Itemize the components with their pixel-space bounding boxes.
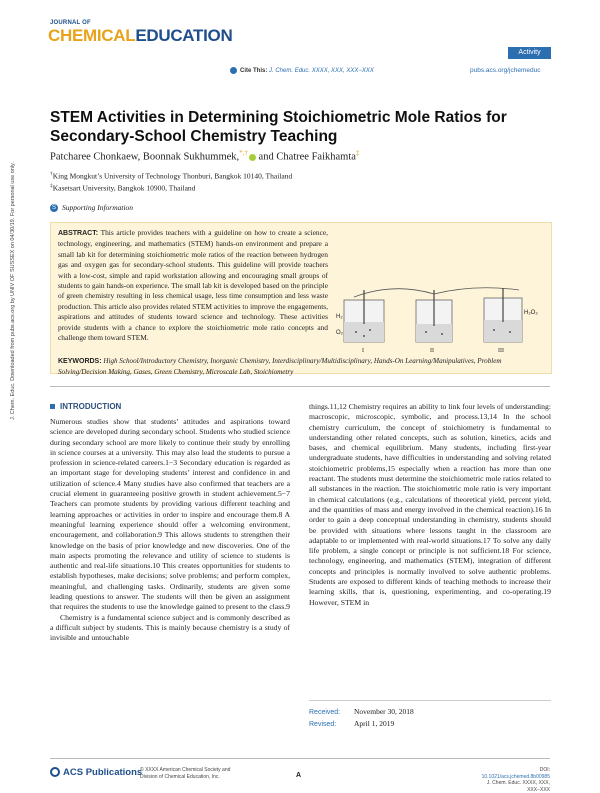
journal-logo [48, 26, 232, 46]
authors-part1: Patcharee Chonkaew, Boonnak Sukhummek, [50, 151, 240, 163]
doi-link[interactable]: 10.1021/acs.jchemed.8b00985 [481, 773, 550, 780]
keywords-text: High School/Introductory Chemistry, Inorganic Chemistry, Interdisciplinary/Multidisciplinary, Hands-On Learning/Manipulatives, Problem Solving/Decision Making, Gases, Green Chemistry, Microscale Lab, Stoichiometry [58, 357, 502, 376]
label-h2: H₂ [336, 314, 343, 320]
supporting-info-icon: S [51, 205, 56, 212]
affiliation-2 [50, 183, 195, 193]
cite-this[interactable] [230, 67, 374, 74]
received-date: November 30, 2018 [354, 707, 414, 716]
section-divider [50, 386, 550, 387]
revised-label: Revised: [309, 721, 337, 728]
intro-paragraph-2: Chemistry is a fundamental science subject and is commonly described as a difficult subject by students. This is mainly because chemistry is a study of invisible and untouchable [50, 612, 290, 643]
journal-logo-prefix: JOURNAL OF [50, 20, 91, 26]
acs-publications-logo[interactable] [50, 767, 142, 778]
supporting-information-link[interactable] [50, 203, 133, 212]
dates-divider [309, 700, 551, 701]
affiliation-1-text: King Mongkut’s University of Technology Thonburi, Bangkok 10140, Thailand [52, 171, 293, 181]
abstract [58, 228, 328, 343]
authors-part2: and Chatree Faikhamta [255, 151, 356, 163]
cite-icon [230, 67, 237, 74]
copyright-line-1: © XXXX American Chemical Society and [140, 767, 231, 773]
orcid-icon[interactable] [249, 154, 256, 161]
wire-line [354, 288, 519, 297]
column-right [309, 402, 551, 608]
abstract-text: This article provides teachers with a guideline on how to create a science, technology, engineering, and mathematics (STEM) hands-on environment and prepare a small lab kit for determining stoichiometric mole ratios of the reaction between hydrogen gas and oxygen gas for secondary-school students. This guideline will provide teachers with a low-cost, simple and rapid workstation allowing and encouraging small groups of students to gain hands-on experience. The small lab kit is developed based on the principle of green chemistry resulting in less chemical usage, less time consumption and less waste production. This article also provides related STEM activities to improve the engagements, aspirations and attitudes of students toward science and technology. These activities provide students with a chance to explore the stoichiometric mole ratio concepts and challenge them toward STEM. [58, 228, 329, 343]
article-type-tab: Activity [508, 47, 551, 59]
intro-paragraph-3: things.11,12 Chemistry requires an ability to link four levels of understanding: macroscopic, microscopic, symbolic, and process.13,14 In the school chemistry curriculum, the concept of stoichiometry is fundamental to understanding other related concepts, such as solution, kinetics, acids and bases, and chemical equilibrium. Many students, including first-year undergraduate students, have difficulties in understanding and solving related stoichiometric problems,15 especially when a reaction has more than one reactant. The students must determine the stoichiometric mole ratios related to all substances in the reaction. The stoichiometric mole ratio is very important in chemical calculations (e.g., calculations of theoretical yield, percent yield, and the quantities of mass and energy involved in the chemical reaction).16 In order to gain a deep conceptual understanding in chemistry, students should be provided with situations where lessons taught in the classroom are adaptable to or implemented with real-world situations.17 To solve any daily life problem, a single concept or principle is not sufficient.18 For science, technology, engineering, and mathematics (STEM), integration of different concepts and principles is normally involved to solve authentic problems. Students are exposed to different kinds of teaching methods to increase their learning skills, that is, questioning, experimenting, and co-operating.19 However, STEM in [309, 402, 551, 607]
received-row [309, 706, 414, 718]
tube-ii [416, 290, 452, 342]
revised-row [309, 718, 414, 730]
tube-i [344, 290, 384, 342]
doi-block [472, 767, 550, 793]
abstract-label: ABSTRACT: [58, 230, 99, 237]
keywords [58, 356, 543, 377]
section-heading-text: INTRODUCTION [60, 402, 122, 411]
keywords-label: KEYWORDS: [58, 358, 102, 365]
article-dates [309, 706, 414, 730]
toc-graphic [334, 272, 546, 354]
affiliation-2-text: Kasetsart University, Bangkok 10900, Thailand [52, 183, 196, 193]
section-heading-introduction [50, 402, 121, 411]
doi-citation: J. Chem. Educ. XXXX, XXX, XXX−XXX [486, 780, 550, 793]
publisher-name: ACS Publications [63, 767, 143, 778]
download-note: J. Chem. Educ. Downloaded from pubs.acs.org by UNIV OF SUSSEX on 04/30/19. For personal use only. [10, 162, 16, 420]
journal-url-link[interactable]: pubs.acs.org/jchemeduc [470, 67, 541, 74]
affiliation-2-mark: ‡ [50, 183, 53, 189]
acs-logo-icon [50, 767, 60, 777]
revised-date: April 1, 2019 [354, 719, 395, 728]
tube-iii [484, 288, 522, 342]
copyright [140, 767, 230, 780]
author-list [50, 149, 359, 163]
label-i: I [362, 348, 364, 354]
copyright-line-2: Division of Chemical Education, Inc. [140, 773, 220, 780]
label-o2: O₂ [336, 330, 343, 336]
journal-logo-chemical: CHEMICAL [48, 26, 136, 45]
author-affil-sup-2: ‡ [355, 149, 360, 157]
page-number: A [296, 772, 302, 779]
affiliation-1-mark: † [50, 171, 53, 177]
intro-paragraph-1: Numerous studies show that students’ attitudes and aspirations toward science are developed during secondary school. Students who studied science during secondary school are more likely to continue their study by enrolling in science courses at a university. This may also lead the students to pursue a profession in science-related careers.1−3 Secondary education is regarded as an important stage for developing students’ interest and confidence in and utilization of science.4 Many studies have also confirmed that teachers are a crucial element in guaranteeing positive growth in student achievement.5−7 Teachers can promote students by providing various different teaching and learning approaches or activities in order to inspire and encourage them.8 A meaningful learning experience should offer a welcoming environment, encouragement, and collaboration.9 This allows students to strengthen their knowledge on the basis of prior knowledge and new discoveries. One of the main aspects promoting the relevance and utility of science to students is authentic and real-life situations.10 This creates opportunities for students to establish hypotheses, make decisions; solve problems; and perform complex, meaningful, and challenging tasks. Ordinarily, students are given some leading questions to answer. The students will then be given an assignment that requires the students to use the knowledge gained to present to the class.9 [50, 417, 290, 612]
section-bullet-icon [50, 404, 55, 409]
column-left [50, 417, 290, 644]
journal-logo-education: EDUCATION [135, 26, 233, 45]
affiliation-1 [50, 171, 292, 181]
author-affil-sup-1: *,† [239, 149, 248, 157]
label-iii: III [498, 348, 504, 354]
doi-label: DOI: [539, 767, 550, 773]
article-title: STEM Activities in Determining Stoichiometric Mole Ratios for Secondary-School Chemistry Teaching [50, 109, 507, 145]
footer-divider [50, 758, 550, 759]
cite-text: J. Chem. Educ. XXXX, XXX, XXX−XXX [269, 68, 374, 75]
received-label: Received: [309, 709, 341, 716]
cite-label: Cite This: [240, 68, 268, 75]
label-ii: II [430, 348, 434, 354]
supporting-info-label: Supporting Information [62, 203, 134, 212]
label-h2o2: H₂O₂ [524, 310, 538, 316]
